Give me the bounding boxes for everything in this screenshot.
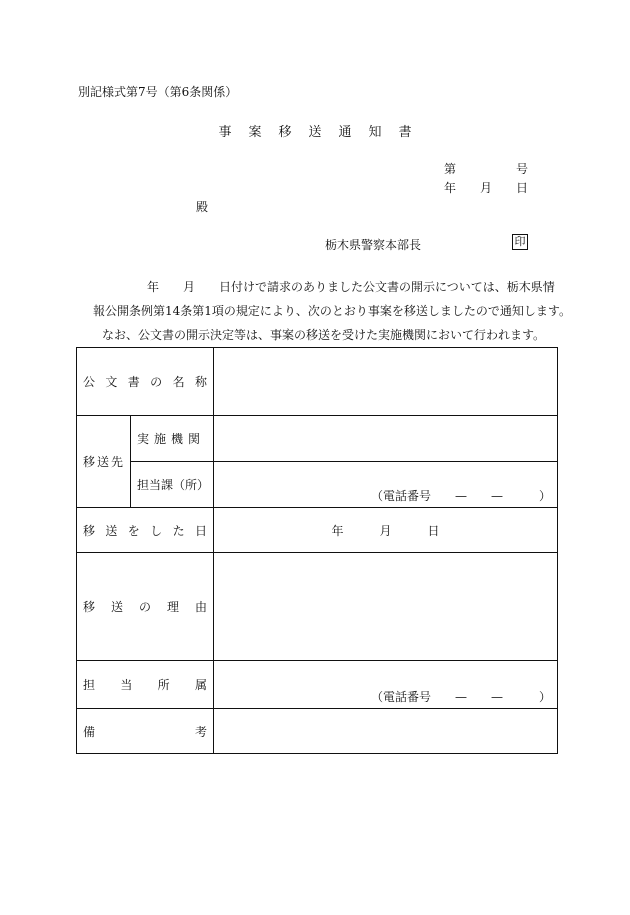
- remarks-label-cell: [77, 709, 214, 754]
- transfer-date-value: 年 月 日: [331, 523, 440, 538]
- date-month: 月: [480, 181, 493, 195]
- table-row: [77, 508, 558, 553]
- department-value-cell[interactable]: [214, 661, 558, 709]
- table-row: [77, 553, 558, 661]
- document-name-label-cell: [77, 348, 214, 416]
- remarks-value-cell[interactable]: [214, 709, 558, 754]
- seal-mark: 印: [512, 234, 528, 250]
- implementing-agency-label-cell: [131, 416, 214, 462]
- table-row: [77, 416, 558, 462]
- department-phone: （電話番号 — — ）: [370, 690, 551, 704]
- transfer-to-label: 移送先: [83, 455, 126, 469]
- transfer-date-label-cell: [77, 508, 214, 553]
- transfer-details-table: [76, 347, 558, 754]
- number-suffix: 号: [516, 162, 529, 176]
- transfer-date-label: 移 送 を し た 日: [83, 523, 207, 538]
- table-row: [77, 348, 558, 416]
- document-name-label: 公 文 書 の 名 称: [83, 375, 207, 389]
- implementing-agency-label: 実施機関: [137, 432, 206, 446]
- document-title: 事案移送通知書: [218, 125, 429, 140]
- department-label-cell: [77, 661, 214, 709]
- number-prefix: 第: [444, 162, 457, 176]
- date-day: 日: [516, 181, 529, 195]
- implementing-agency-value-cell[interactable]: [214, 416, 558, 462]
- transfer-to-label-cell: [77, 416, 131, 508]
- transfer-date-value-cell[interactable]: [214, 508, 558, 553]
- remarks-label: 備 考: [83, 724, 207, 739]
- addressee-suffix: 殿: [196, 200, 209, 214]
- reason-value-cell[interactable]: [214, 553, 558, 661]
- department-label: 担 当 所 属: [83, 678, 207, 692]
- body-paragraph-1: 年 月 日付けで請求のありました公文書の開示については、栃木県情: [147, 280, 555, 294]
- table-row: [77, 661, 558, 709]
- responsible-section-label-cell: [131, 462, 214, 508]
- table-row: [77, 709, 558, 754]
- issuer-name: 栃木県警察本部長: [325, 238, 422, 252]
- table-row: [77, 462, 558, 508]
- body-paragraph-3: なお、公文書の開示決定等は、事案の移送を受けた実施機関において行われます。: [102, 328, 546, 342]
- form-label: 別記様式第7号（第6条関係）: [78, 85, 238, 99]
- document-name-value-cell[interactable]: [214, 348, 558, 416]
- date-year: 年: [444, 181, 457, 195]
- responsible-section-phone: （電話番号 — — ）: [370, 489, 551, 503]
- reason-label-cell: [77, 553, 214, 661]
- responsible-section-value-cell[interactable]: [214, 462, 558, 508]
- body-paragraph-2: 報公開条例第14条第1項の規定により、次のとおり事案を移送しましたので通知します。: [93, 304, 571, 318]
- reason-label: 移 送 の 理 由: [83, 600, 207, 614]
- responsible-section-label: 担当課（所）: [137, 478, 210, 492]
